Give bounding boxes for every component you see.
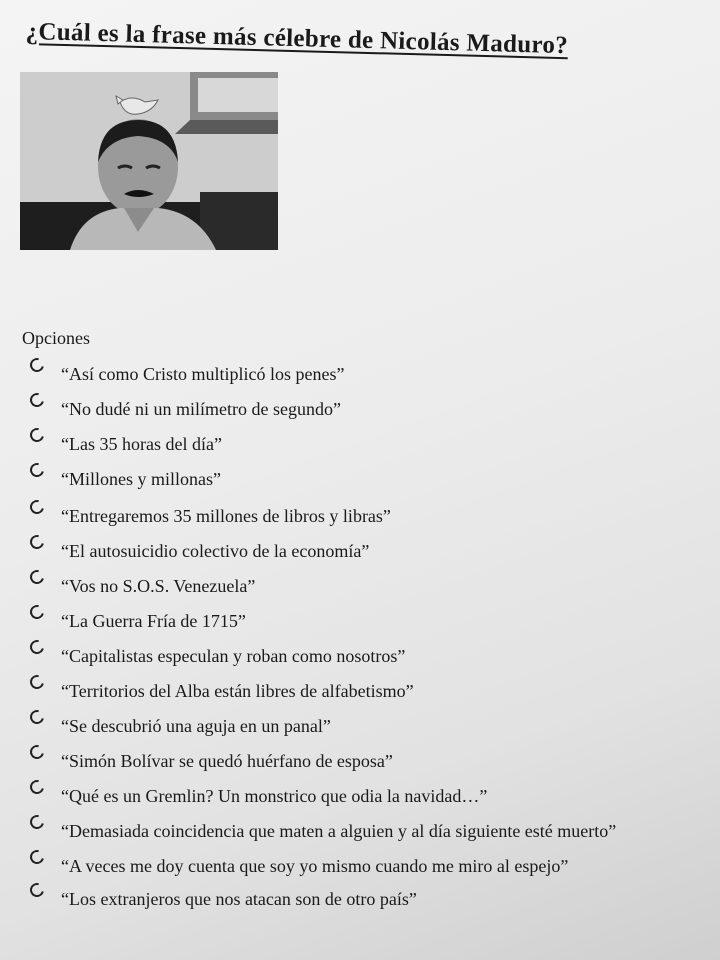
quiz-page: ¿Cuál es la frase más célebre de Nicolás Maduro? Opciones “Así como Cristo multiplicó los penes” “No dudé ni un milímetro de segundo” “Las 35 horas del día” “Millones y millonas” “Entregaremos 35 millones de libros y libras” “El autosuicidio colectivo de la economía” “Vos no S.O.S. Venezuela” “La Guerra Fría de 1715” “Capitalistas especulan y roban como nosotros” “Territorios del Alba están libres de alfabetismo” “Se descubrió una aguja en un panal” “Simón Bolívar se quedó huérfano de esposa” “Qué es un Gremlin? Un monstrico que odia la navidad…” “Demasiada coincidencia que maten a alguien y al día siguiente esté muerto” “A veces me doy cuenta que soy yo mismo cuando me miro al espejo” “Los extranjeros que nos atacan son de otro país” bbox=[0, 0, 720, 960]
radio-button-icon[interactable] bbox=[27, 742, 46, 761]
page-title: ¿Cuál es la frase más célebre de Nicolás Maduro? bbox=[25, 18, 569, 60]
radio-button-icon[interactable] bbox=[27, 672, 46, 691]
radio-button-icon[interactable] bbox=[27, 602, 46, 621]
radio-button-icon[interactable] bbox=[27, 460, 46, 479]
radio-button-icon[interactable] bbox=[27, 567, 46, 586]
radio-button-icon[interactable] bbox=[27, 847, 46, 866]
radio-button-icon[interactable] bbox=[27, 532, 46, 551]
portrait-photo-icon bbox=[20, 72, 278, 250]
radio-button-icon[interactable] bbox=[27, 390, 46, 409]
radio-button-icon[interactable] bbox=[27, 497, 46, 516]
options-label: Opciones bbox=[22, 328, 90, 348]
radio-button-icon[interactable] bbox=[27, 707, 46, 726]
radio-button-icon[interactable] bbox=[27, 812, 46, 831]
radio-button-icon[interactable] bbox=[27, 777, 46, 796]
radio-button-icon[interactable] bbox=[27, 880, 46, 899]
radio-button-icon[interactable] bbox=[27, 355, 46, 374]
radio-button-icon[interactable] bbox=[27, 637, 46, 656]
radio-button-icon[interactable] bbox=[27, 425, 46, 444]
